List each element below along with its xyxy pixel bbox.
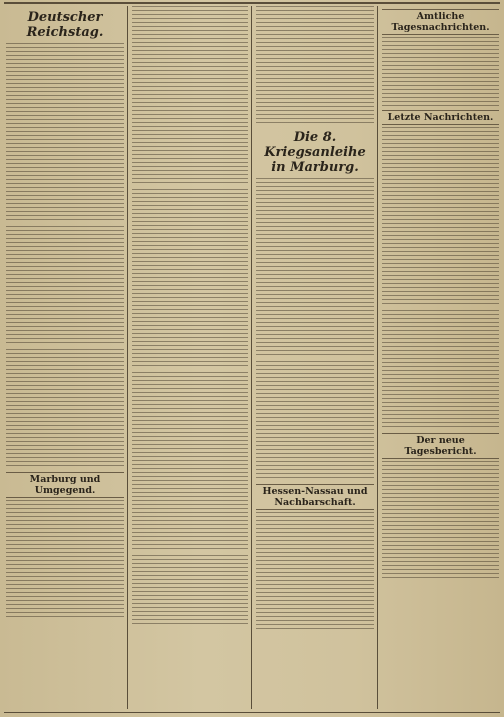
text-block (6, 349, 124, 469)
column-4 (379, 6, 502, 709)
heading-amtliche: Amtliche Tagesnachrichten. (382, 9, 499, 35)
column-rule (127, 6, 128, 709)
column-2 (129, 6, 251, 709)
heading-kriegsanleihe: Die 8. Kriegsanleihe in Marburg. (264, 130, 366, 175)
text-block (256, 178, 374, 358)
text-block (256, 361, 374, 481)
text-block (382, 310, 499, 430)
text-block (132, 189, 248, 369)
heading-hessen-nassau: Hessen-Nassau und Nachbarschaft. (256, 484, 374, 510)
heading-letzte-nachrichten: Letzte Nachrichten. (382, 110, 499, 125)
heading-marburg: Marburg und Umgegend. (6, 472, 124, 498)
heading-tagesbericht: Der neue Tagesbericht. (382, 433, 499, 459)
text-block (132, 372, 248, 552)
column-3 (253, 6, 377, 709)
heading-reichstag: Deutscher Reichstag. (26, 10, 104, 40)
text-block (6, 226, 124, 346)
bottom-rule (4, 712, 500, 713)
column-rule (377, 6, 378, 709)
text-block (256, 6, 374, 126)
column-1 (3, 6, 127, 709)
top-rule (4, 2, 500, 4)
column-rule (251, 6, 252, 709)
text-block (132, 555, 248, 625)
text-block (382, 37, 499, 107)
text-block (6, 500, 124, 620)
text-block (6, 43, 124, 223)
text-block (256, 512, 374, 632)
text-block (132, 6, 248, 186)
text-block (382, 127, 499, 307)
text-block (382, 461, 499, 581)
